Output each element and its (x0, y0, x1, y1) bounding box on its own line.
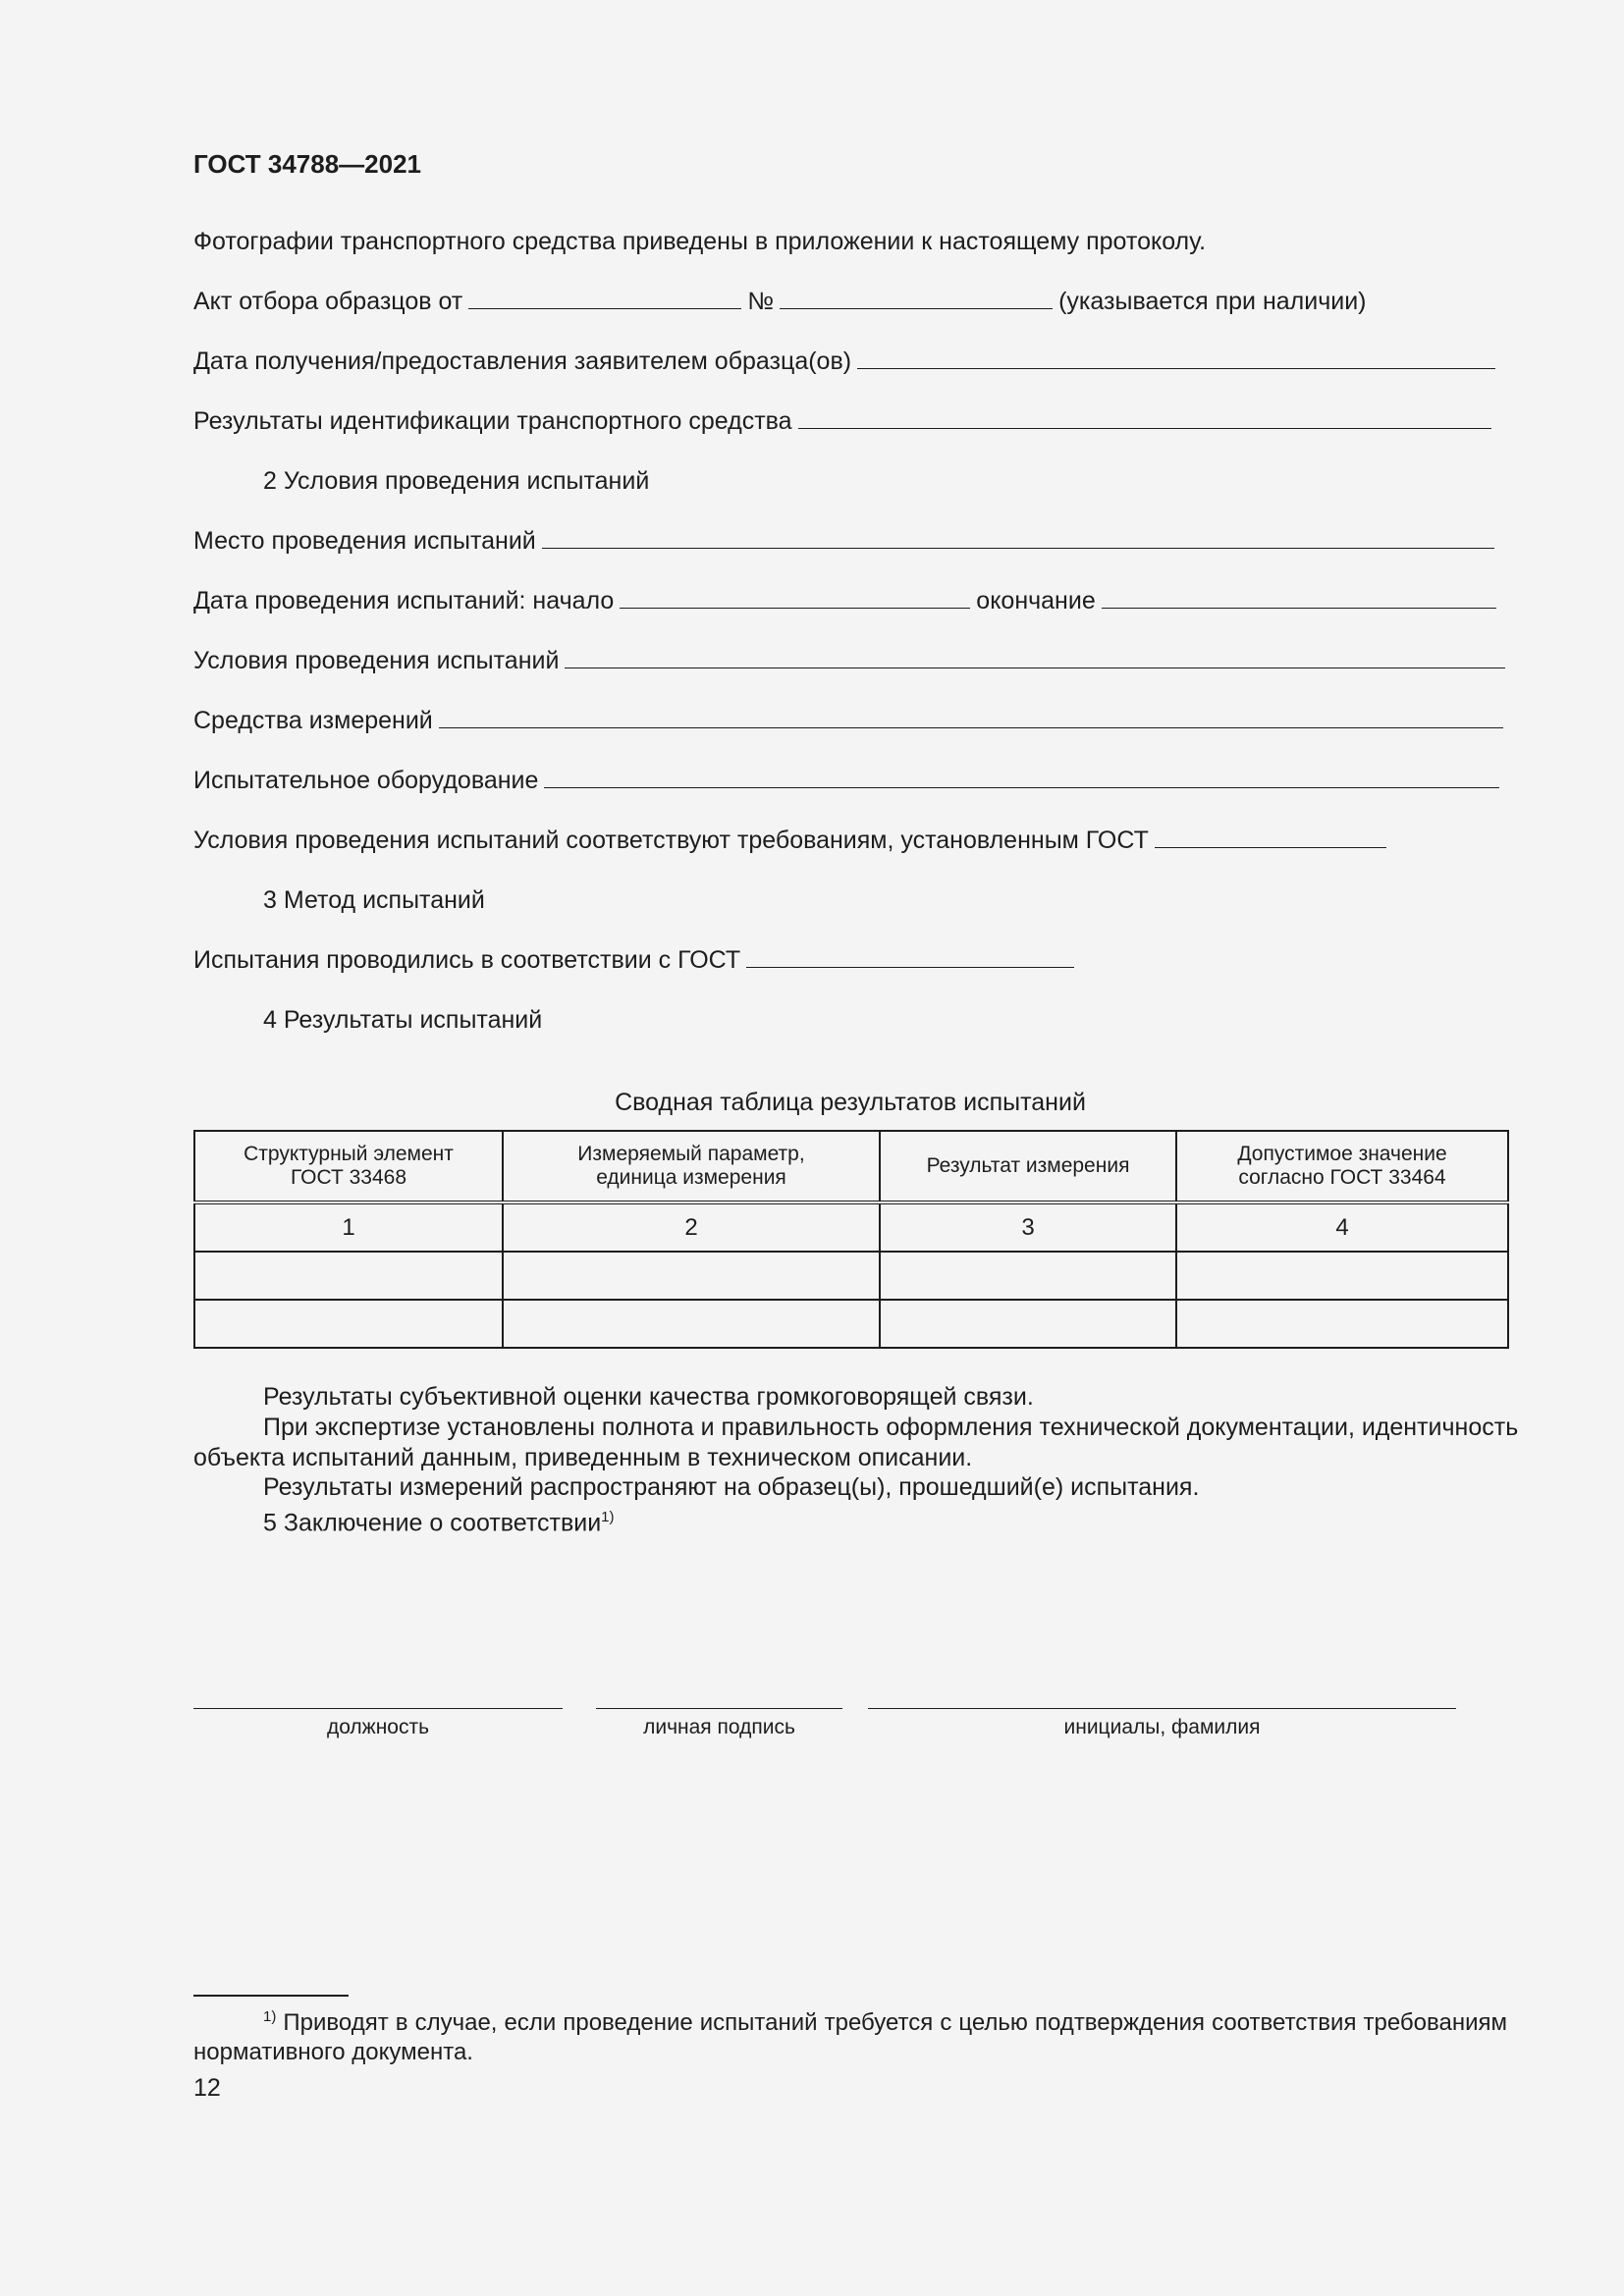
table-cell[interactable] (194, 1252, 503, 1300)
personal-signature-line[interactable] (596, 1708, 842, 1709)
test-dates-line (193, 586, 1502, 615)
document-code: ГОСТ 34788—2021 (193, 149, 421, 179)
test-equipment-field[interactable] (544, 766, 1499, 788)
tests-performed-label: Испытания проводились в соответствии с ГОСТ (193, 946, 741, 974)
receipt-date-line (193, 347, 1501, 376)
conditions-gost-field[interactable] (1155, 826, 1386, 848)
conditions-conform-label: Условия проведения испытаний соответствуют требованиям, установленным ГОСТ (193, 827, 1149, 854)
measuring-means-line (193, 706, 1509, 735)
results-table (193, 1130, 1509, 1349)
test-equipment-label: Испытательное оборудование (193, 767, 539, 794)
footnote-text: Приводят в случае, если проведение испытаний требуется с целью подтверждения соответствия требованиям нормативного документа. (193, 2009, 1508, 2065)
section-2-heading: 2 Условия проведения испытаний (263, 467, 650, 495)
receipt-date-label: Дата получения/предоставления заявителем образца(ов) (193, 347, 852, 375)
photos-line: Фотографии транспортного средства приведены в приложении к настоящему протоколу. (193, 228, 1207, 255)
table-cell[interactable] (503, 1300, 880, 1348)
if-available-note: (указывается при наличии) (1058, 288, 1367, 315)
section-4-heading: 4 Результаты испытаний (263, 1006, 543, 1034)
section-3-heading: 3 Метод испытаний (263, 886, 485, 914)
header-structural-element: Структурный элемент ГОСТ 33468 (194, 1131, 503, 1202)
test-place-label: Место проведения испытаний (193, 527, 536, 555)
identification-field[interactable] (798, 406, 1491, 429)
page-number: 12 (193, 2074, 221, 2102)
personal-signature-label: личная подпись (643, 1716, 795, 1738)
position-signature-line[interactable] (193, 1708, 563, 1709)
test-conditions-field[interactable] (565, 646, 1505, 668)
name-signature-line[interactable] (868, 1708, 1456, 1709)
identification-label: Результаты идентификации транспортного средства (193, 407, 792, 435)
sampling-act-number-field[interactable] (780, 287, 1053, 309)
section-5-heading: 5 Заключение о соответствии$^{1)}$ (263, 1509, 615, 1537)
table-cell[interactable] (1176, 1300, 1508, 1348)
column-number: 2 (503, 1202, 880, 1252)
paragraph-expertise-line-2: объекта испытаний данным, приведенным в техническом описании. (193, 1444, 973, 1471)
footnote-reference: 1) (601, 1509, 615, 1525)
method-gost-field[interactable] (746, 945, 1074, 968)
conditions-conform-line (193, 826, 1392, 855)
test-place-field[interactable] (542, 526, 1494, 549)
sampling-act-label: Акт отбора образцов от (193, 288, 463, 315)
position-label: должность (326, 1716, 430, 1738)
test-end-date-field[interactable] (1102, 586, 1496, 609)
table-row (194, 1300, 1508, 1348)
column-number: 4 (1176, 1202, 1508, 1252)
table-header-row (194, 1131, 1508, 1202)
measuring-means-label: Средства измерений (193, 707, 433, 734)
table-row (194, 1252, 1508, 1300)
sampling-act-line (193, 287, 1367, 316)
footnote-marker: 1) (263, 2008, 277, 2025)
table-caption: Сводная таблица результатов испытаний (615, 1089, 1086, 1116)
table-cell[interactable] (194, 1300, 503, 1348)
number-sign: № (747, 288, 775, 315)
test-place-line (193, 526, 1500, 556)
table-number-row (194, 1202, 1508, 1252)
table-cell[interactable] (880, 1252, 1176, 1300)
table-cell[interactable] (1176, 1252, 1508, 1300)
receipt-date-field[interactable] (857, 347, 1495, 369)
column-number: 3 (880, 1202, 1176, 1252)
tests-performed-line (193, 945, 1080, 975)
header-measurement-result: Результат измерения (880, 1131, 1176, 1202)
sampling-act-date-field[interactable] (468, 287, 741, 309)
name-label: инициалы, фамилия (1063, 1716, 1261, 1738)
test-dates-end-label: окончание (976, 587, 1096, 614)
paragraph-subjective-evaluation: Результаты субъективной оценки качества громкоговорящей связи. (263, 1383, 1034, 1411)
paragraph-expertise-line-1: При экспертизе установлены полнота и правильность оформления технической документации, идентичность (263, 1414, 1519, 1441)
column-number: 1 (194, 1202, 503, 1252)
identification-line (193, 406, 1497, 436)
footnote (193, 2002, 1507, 2067)
footnote-separator (193, 1995, 349, 1997)
measuring-means-field[interactable] (439, 706, 1503, 728)
test-dates-start-label: Дата проведения испытаний: начало (193, 587, 615, 614)
paragraph-measurement-scope: Результаты измерений распространяют на образец(ы), прошедший(е) испытания. (263, 1473, 1200, 1501)
test-equipment-line (193, 766, 1505, 795)
table-cell[interactable] (880, 1300, 1176, 1348)
header-measured-parameter: Измеряемый параметр, единица измерения (503, 1131, 880, 1202)
test-start-date-field[interactable] (620, 586, 970, 609)
header-allowed-value: Допустимое значение согласно ГОСТ 33464 (1176, 1131, 1508, 1202)
test-conditions-label: Условия проведения испытаний (193, 647, 560, 674)
test-conditions-line (193, 646, 1511, 675)
table-cell[interactable] (503, 1252, 880, 1300)
